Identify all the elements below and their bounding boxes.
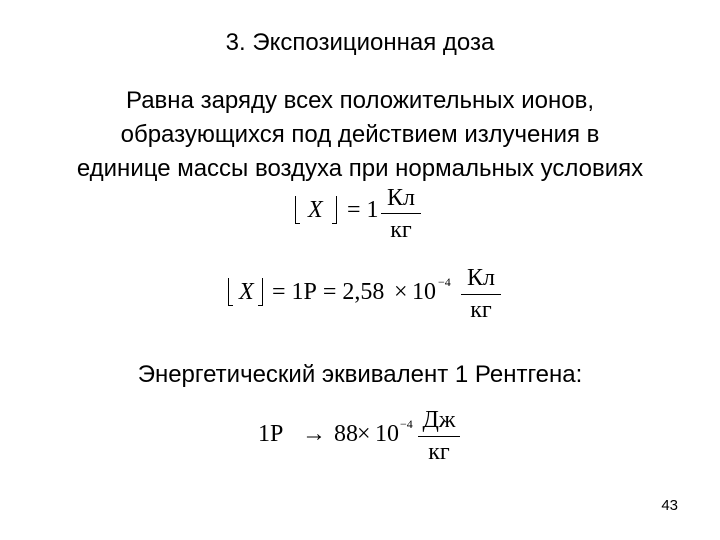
right-bracket-foot [332,223,337,224]
unit-numerator: Кл [467,265,495,291]
left-bracket-foot [295,223,300,224]
formula-unit-definition [295,185,435,250]
energy-equivalent-heading: Энергетический эквивалент 1 Рентгена: [137,361,583,388]
exposure-symbol: X [239,279,254,305]
power-base: 10 [375,421,399,447]
unit-denominator: кг [470,297,492,323]
left-bracket [228,278,229,306]
formula-energy-equivalent [258,407,478,474]
right-bracket [336,196,337,224]
fraction-bar [461,294,501,295]
slide-title: 3. Экспозиционная доза [225,29,495,56]
fraction-bar [418,436,460,437]
definition-line-2: образующихся под действием излучения в [120,121,600,148]
definition-line-3: единице массы воздуха при нормальных условиях [76,155,644,182]
one-roentgen: 1Р [258,421,284,447]
unit-numerator: Дж [422,407,456,433]
definition-line-1: Равна заряду всех положительных ионов, [126,87,594,114]
times-sign: × [357,421,371,447]
formula-roentgen-definition [228,265,508,332]
left-bracket [295,196,296,224]
right-bracket [262,278,263,306]
power-base: 10 [412,279,436,305]
power-exponent: −4 [438,275,451,289]
fraction-bar [381,213,421,214]
definition-paragraph [30,84,690,186]
energy-value: 88 [334,421,358,447]
unit-numerator: Кл [387,185,415,211]
power-exponent: −4 [400,417,413,431]
equals-one: = 1 [347,197,379,223]
unit-denominator: кг [390,217,412,243]
arrow-icon: → [302,421,326,447]
unit-denominator: кг [428,439,450,465]
exposure-symbol: X [308,197,323,223]
roentgen-expression: = 1Р = 2,58 [272,279,385,305]
times-sign: × [394,279,408,305]
page-number: 43 [661,497,678,514]
right-bracket-foot [258,305,263,306]
left-bracket-foot [228,305,233,306]
